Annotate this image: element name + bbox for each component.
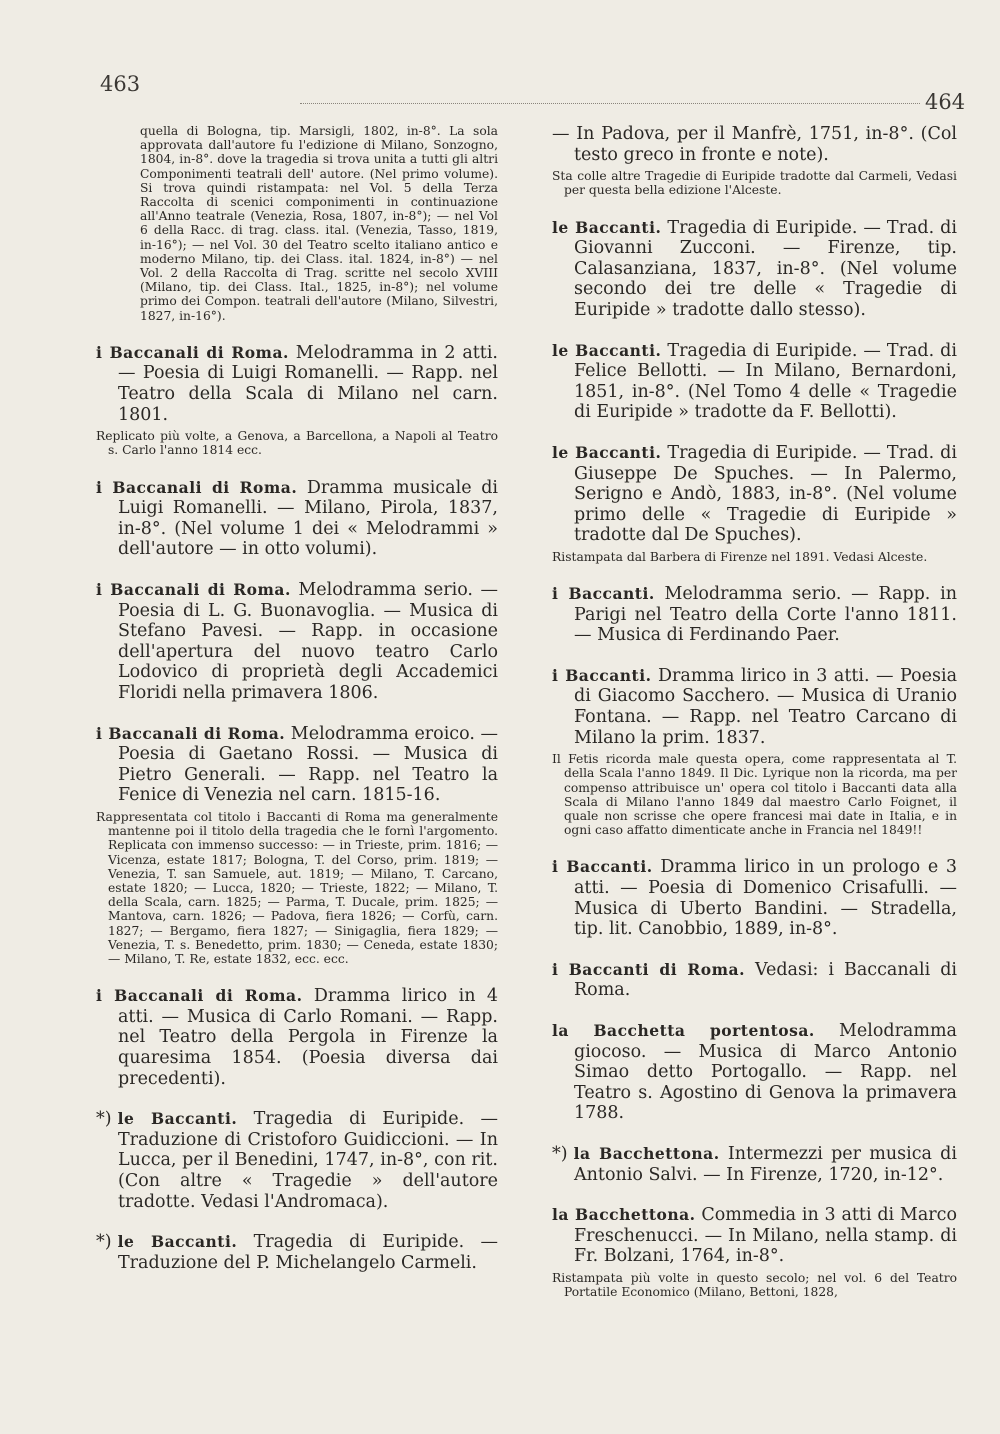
entry-text — [552, 1144, 957, 1185]
entry-description: Intermezzi per musica di Antonio Salvi. — In Firenze, 1720, in-12°. — [574, 1144, 957, 1185]
entry-text — [552, 960, 957, 1001]
header-rule — [300, 103, 920, 104]
entry-note: Sta colle altre Tragedie di Euripide tradotte dal Carmeli, Vedasi per questa bella edizione l'Alceste. — [552, 169, 957, 198]
catalog-entry — [552, 1021, 957, 1124]
entry-description: Melodramma eroico. — Poesia di Gaetano Rossi. — Musica di Pietro Generali. — Rapp. nel Teatro la Fenice di Venezia nel carn. 1815-16. — [118, 723, 498, 806]
entry-note: Ristampata dal Barbera di Firenze nel 1891. Vedasi Alceste. — [552, 549, 928, 564]
entry-text — [552, 1021, 957, 1124]
entry-headword: la Bacchettona. — [573, 1144, 720, 1164]
catalog-entry — [552, 584, 957, 646]
entry-headword: i Baccanti. — [552, 857, 653, 877]
entry-headword: i Baccanali di Roma. — [96, 342, 289, 362]
catalog-entry — [552, 341, 957, 423]
entry-description: Commedia in 3 atti di Marco Freschenucci. — In Milano, nella stamp. di Fr. Bolzani, 1764, in-8°. — [574, 1205, 957, 1267]
catalog-entry — [552, 443, 957, 564]
entry-description: Dramma lirico in un prologo e 3 atti. — Poesia di Domenico Crisafulli. — Musica di Uberto Bandini. — Stradella, tip. lit. Canobbio, 1889, in-8°. — [574, 857, 958, 940]
entry-description: Tragedia di Euripide. — Trad. di Felice Bellotti. — In Milano, Bernardoni, 1851, in-8°. (Nel Tomo 4 delle « Tragedie di Euripide » tradotte da F. Bellotti). — [574, 340, 957, 423]
entry-headword: le Baccanti. — [552, 442, 662, 462]
entry-headword: le Baccanti. — [552, 217, 662, 237]
entry-headword: i Baccanti. — [552, 584, 655, 604]
catalog-entry — [552, 218, 957, 321]
entry-headword: la Bacchetta portentosa. — [552, 1021, 815, 1041]
entry-description: Dramma lirico in 3 atti. — Poesia di Giacomo Sacchero. — Musica di Uranio Fontana. — Rapp. nel Teatro Carcano di Milano la prim. 1837. — [574, 665, 958, 748]
entry-text — [96, 986, 498, 1089]
entry-headword: i Baccanali di Roma. — [96, 580, 291, 599]
catalog-entry — [552, 1205, 957, 1299]
entry-note: Il Fetis ricorda male questa opera, come rappresentata al T. della Scala l'anno 1849. Il Dic. Lyrique non la ricorda, ma per compenso attribuisce un' opera col titolo i Baccanti data alla Scala di Milano l'anno 1849 dal maestro Carlo Foignet, il quale non scrisse che opere francesi mai date in Italia, e in ogni caso affatto dimenticate anche in Francia nel 1849!! — [552, 752, 957, 838]
entry-description: Vedasi: i Baccanali di Roma. — [574, 959, 957, 1001]
entry-description: Melodramma serio. — Rapp. in Parigi nel Teatro della Corte l'anno 1811. — Musica di Ferdinando Paer. — [574, 584, 957, 646]
right-entries — [552, 124, 957, 1299]
catalog-entry — [552, 124, 957, 198]
entry-note: Rappresentata col titolo i Baccanti di Roma ma generalmente mantenne poi il titolo della tragedia che le fornì l'argomento. Replicata con immenso successo: — in Trieste, prim. 1816; — Vicenza, estate 1817; Bologna, T. del Corso, prim. 1819; — Venezia, T. san Samuele, aut. 1819; — Milano, T. Carcano, estate 1820; — Lucca, 1820; — Trieste, 1822; — Milano, T. della Scala, carn. 1825; — Parma, T. Ducale, prim. 1825; — Mantova, carn. 1826; — Padova, fiera 1826; — Corfù, carn. 1827; — Bergamo, fiera 1827; — Sinigaglia, fiera 1829; — Venezia, T. s. Benedetto, prim. 1830; — Ceneda, estate 1830; — Milano, T. Re, estate 1832, ecc. ecc. — [96, 809, 498, 966]
entry-headword: le Baccanti. — [117, 1232, 238, 1252]
entry-description: Melodramma in 2 atti. — Poesia di Luigi Romanelli. — Rapp. nel Teatro della Scala di Milano nel carn. 1801. — [118, 342, 498, 425]
entry-text — [552, 218, 957, 321]
entry-asterisk: *) — [552, 1144, 568, 1165]
entry-description: — In Padova, per il Manfrè, 1751, in-8°. (Col testo greco in fronte e note). — [552, 124, 957, 165]
left-entries — [96, 343, 498, 1273]
entry-headword: le Baccanti. — [117, 1109, 238, 1129]
entry-headword: i Baccanali di Roma. — [96, 986, 303, 1006]
entry-description: Tragedia di Euripide. — Traduzione del P. Michelangelo Carmeli. — [118, 1232, 498, 1273]
entry-text — [552, 666, 957, 748]
entry-description: Melodramma serio. — Poesia di L. G. Buonavoglia. — Musica di Stefano Pavesi. — Rapp. in occasione dell'apertura del nuovo teatro Carlo Lodovico di proprietà degli Accademici Floridi nella primavera 1806. — [118, 580, 498, 703]
entry-description: Tragedia di Euripide. — Trad. di Giuseppe De Spuches. — In Palermo, Serigno e Andò, 1883, in-8°. (Nel volume primo delle « Tragedie di Euripide » tradotte dal De Spuches). — [574, 442, 957, 546]
continuation-note: quella di Bologna, tip. Marsigli, 1802, in-8°. La sola approvata dall'autore fu l'edizione di Milano, Sonzogno, 1804, in-8°. dove la tragedia si trova unita a tutti gli altri Componimenti teatrali dell' autore. (Nel primo volume). Si trova quindi ristampata: nel Vol. 5 della Terza Raccolta di scenici componimenti in continuazione all'Anno teatrale (Venezia, Rosa, 1807, in-8°); — nel Vol 6 della Racc. di trag. class. ital. (Venezia, Tasso, 1819, in-16°); — nel Vol. 30 del Teatro scelto italiano antico e moderno Milano, tip. dei Class. ital. 1824, in-8°) — nel Vol. 2 della Raccolta di Trag. scritte nel secolo XVIII (Milano, tip. dei Class. Ital., 1825, in-8°); nel volume primo dei Compon. teatrali dell'autore (Milano, Silvestri, 1827, in-16°). — [140, 124, 498, 323]
entry-headword: i Baccanali di Roma. — [96, 723, 286, 743]
catalog-entry — [96, 478, 498, 560]
catalog-entry — [96, 724, 498, 967]
entry-text — [96, 343, 498, 425]
entry-asterisk: *) — [96, 1109, 112, 1130]
catalog-entry — [96, 1109, 498, 1212]
entry-headword: i Baccanti. — [552, 665, 652, 685]
catalog-entry — [96, 580, 498, 704]
entry-asterisk: *) — [96, 1232, 112, 1253]
catalog-entry — [96, 986, 498, 1089]
entry-headword: le Baccanti. — [552, 340, 662, 360]
entry-description: Dramma lirico in 4 atti. — Musica di Carlo Romani. — Rapp. nel Teatro della Pergola in Firenze la quaresima 1854. (Poesia diversa dai precedenti). — [118, 986, 498, 1089]
entry-description: Tragedia di Euripide. — Trad. di Giovanni Zucconi. — Firenze, tip. Calasanziana, 1837, in-8°. (Nel volume secondo dei tre delle « Tragedie di Euripide » tradotte dallo stesso). — [574, 217, 957, 320]
page-number-left: 463 — [100, 72, 141, 96]
entry-text — [552, 443, 957, 546]
entry-headword: i Baccanti di Roma. — [552, 959, 745, 979]
entry-text — [552, 1205, 957, 1267]
entry-description: Dramma musicale di Luigi Romanelli. — Milano, Pirola, 1837, in-8°. (Nel volume 1 dei « Melodrammi » dell'autore — in otto volumi). — [118, 477, 498, 560]
catalog-entry — [552, 857, 957, 939]
entry-note: Replicato più volte, a Genova, a Barcellona, a Napoli al Teatro s. Carlo l'anno 1814 ecc. — [96, 429, 498, 458]
entry-description: Melodramma giocoso. — Musica di Marco Antonio Simao detto Portogallo. — Rapp. nel Teatro s. Agostino di Genova la primavera 1788. — [574, 1021, 957, 1124]
left-column — [96, 124, 498, 1293]
catalog-entry — [552, 960, 957, 1001]
catalog-entry — [552, 1144, 957, 1185]
page-number-right: 464 — [925, 90, 966, 114]
entry-text — [552, 584, 957, 646]
catalog-entry — [552, 666, 957, 838]
catalog-entry — [96, 1232, 498, 1273]
entry-text — [96, 1232, 498, 1273]
entry-text — [552, 341, 957, 423]
entry-description: Tragedia di Euripide. — Traduzione di Cristoforo Guidiccioni. — In Lucca, per il Benedini, 1747, in-8°, con rit. (Con altre « Tragedie » dell'autore tradotte. Vedasi l'Andromaca). — [118, 1109, 498, 1212]
entry-note: Ristampata più volte in questo secolo; nel vol. 6 del Teatro Portatile Economico (Milano, Bettoni, 1828, — [552, 1270, 957, 1300]
entry-text — [96, 724, 498, 806]
entry-text — [552, 857, 957, 939]
catalog-entry — [96, 343, 498, 458]
entry-headword: i Baccanali di Roma. — [96, 477, 298, 497]
entry-text — [96, 478, 498, 560]
entry-text — [552, 124, 957, 165]
right-column — [552, 124, 957, 1319]
entry-text — [96, 580, 498, 704]
entry-headword: la Bacchettona. — [552, 1205, 696, 1225]
entry-text — [96, 1109, 498, 1212]
